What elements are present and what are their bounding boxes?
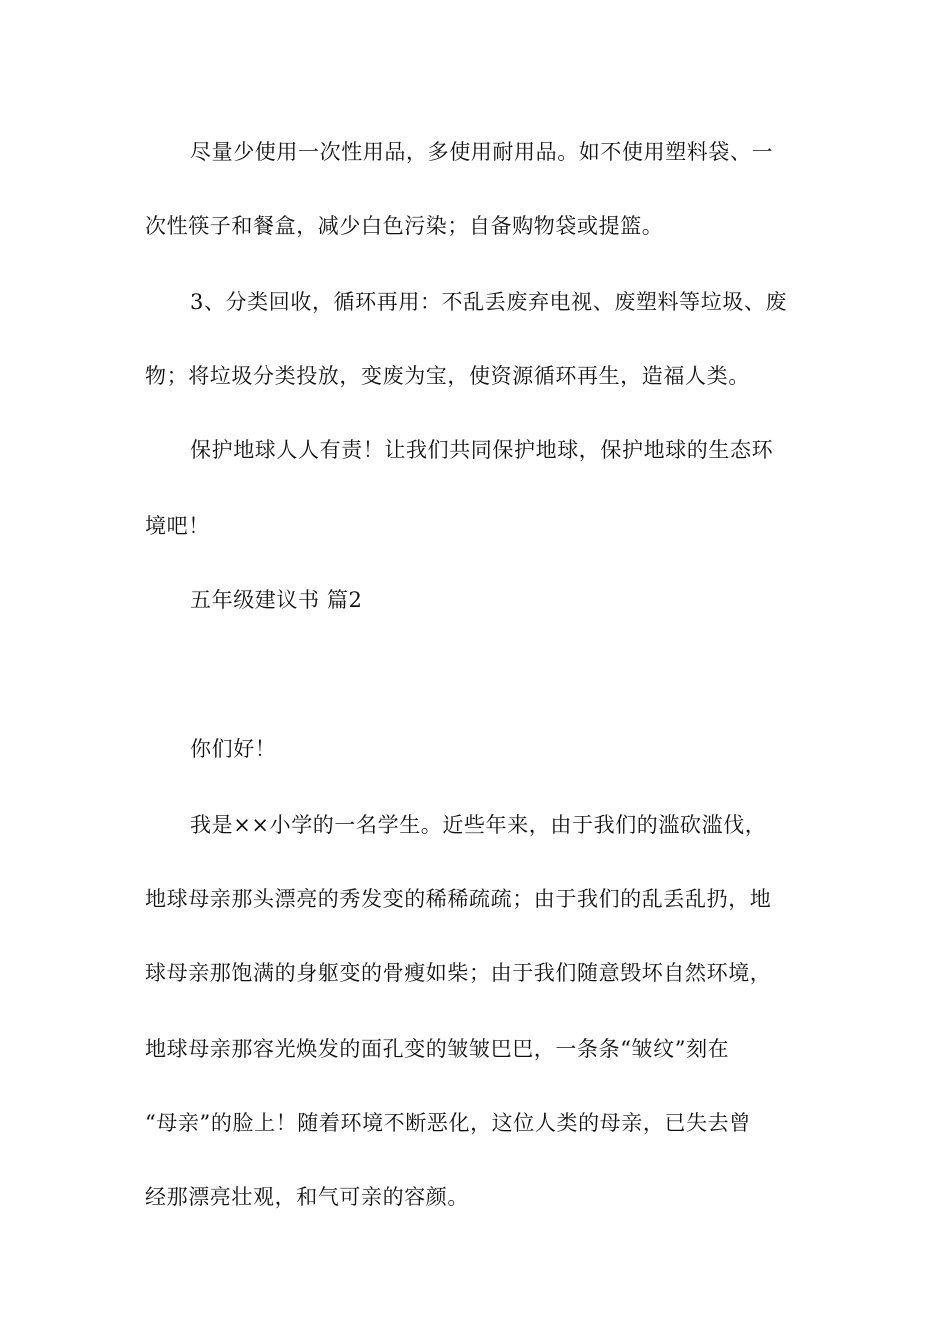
greeting-line: 你们好！ [190,737,277,761]
paragraph-line: 地球母亲那容光焕发的面孔变的皱皱巴巴，一条条“皱纹”刻在 [145,1037,730,1061]
paragraph-line: “母亲”的脸上！随着环境不断恶化，这位人类的母亲，已失去曾 [145,1111,751,1135]
paragraph-line: 保护地球人人有责！让我们共同保护地球，保护地球的生态环 [190,438,774,462]
paragraph-line: 境吧！ [145,514,210,538]
paragraph-line: 次性筷子和餐盒，减少白色污染；自备购物袋或提篮。 [145,214,664,238]
paragraph-line: 3、分类回收，循环再用：不乱丢废弃电视、废塑料等垃圾、废 [190,290,788,314]
paragraph-line: 经那漂亮壮观，和气可亲的容颜。 [145,1185,469,1209]
paragraph-line: 我是××小学的一名学生。近些年来，由于我们的滥砍滥伐， [190,813,767,837]
paragraph-line: 球母亲那饱满的身躯变的骨瘦如柴；由于我们随意毁坏自然环境， [145,961,772,985]
paragraph-line: 地球母亲那头漂亮的秀发变的稀稀疏疏；由于我们的乱丢乱扔，地 [145,887,772,911]
section-heading: 五年级建议书 篇2 [190,588,363,612]
paragraph-line: 物；将垃圾分类投放，变废为宝，使资源循环再生，造福人类。 [145,364,750,388]
paragraph-line: 尽量少使用一次性用品，多使用耐用品。如不使用塑料袋、一 [190,140,774,164]
